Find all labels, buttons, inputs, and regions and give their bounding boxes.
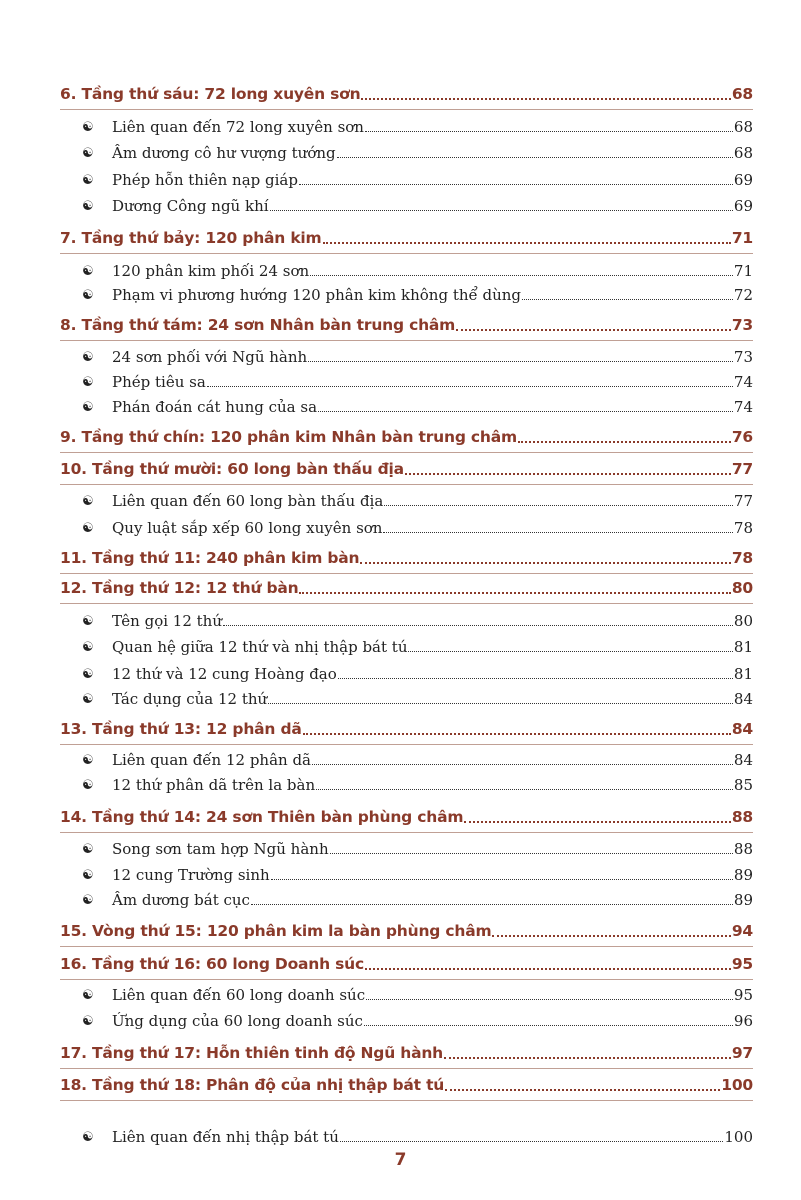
dot-leader [340,1141,723,1142]
section-title: 9. Tầng thứ chín: 120 phân kim Nhân bàn trung châm [60,428,517,446]
dot-leader [223,625,733,626]
dot-leader [384,505,733,506]
section-title: 13. Tầng thứ 13: 12 phân dã [60,720,302,738]
section-page-number: 88 [731,808,753,826]
dot-leader [270,210,733,211]
toc-entry[interactable] [82,665,753,683]
dot-leader [456,329,731,331]
dot-leader [365,968,731,970]
dot-leader [444,1057,731,1059]
section-title: 7. Tầng thứ bảy: 120 phân kim [60,229,322,247]
toc-section[interactable] [60,720,753,738]
section-page-number: 76 [731,428,753,446]
entry-title: Phạm vi phương hướng 120 phân kim không thể dùng [112,286,522,304]
yin-yang-icon: ☯ [82,173,94,188]
yin-yang-icon: ☯ [82,350,94,365]
entry-title: Tên gọi 12 thứ [112,612,222,630]
toc-entry[interactable] [82,262,753,280]
entry-title: 120 phân kim phối 24 sơn [112,262,310,280]
yin-yang-icon: ☯ [82,146,94,161]
section-page-number: 73 [731,316,753,334]
section-title: 8. Tầng thứ tám: 24 sơn Nhân bàn trung châm [60,316,456,334]
entry-page-number: 68 [733,144,753,162]
page-number: 7 [394,1150,407,1170]
dot-leader [251,904,733,905]
yin-yang-icon: ☯ [82,1014,94,1029]
entry-page-number: 69 [733,171,753,189]
toc-entry[interactable] [82,492,753,510]
entry-page-number: 73 [733,348,753,366]
section-page-number: 80 [731,579,753,597]
toc-entry[interactable] [82,638,753,656]
dot-leader [271,879,733,880]
entry-title: 12 thứ phân dã trên la bàn [112,776,316,794]
section-divider [60,1100,753,1101]
section-page-number: 78 [731,549,753,567]
toc-section[interactable] [60,549,753,567]
entry-page-number: 85 [733,776,753,794]
toc-entry[interactable] [82,171,753,189]
toc-entry[interactable] [82,197,753,215]
entry-page-number: 89 [733,866,753,884]
section-page-number: 95 [731,955,753,973]
toc-section[interactable] [60,579,753,597]
entry-title: Dương Công ngũ khí [112,197,269,215]
yin-yang-icon: ☯ [82,988,94,1003]
yin-yang-icon: ☯ [82,120,94,135]
toc-entry[interactable] [82,373,753,391]
yin-yang-icon: ☯ [82,521,94,536]
toc-section[interactable] [60,316,753,334]
dot-leader [318,411,733,412]
dot-leader [518,441,731,443]
toc-entry[interactable] [82,519,753,537]
section-page-number: 100 [721,1076,753,1094]
yin-yang-icon: ☯ [82,778,94,793]
section-divider [60,573,753,574]
section-divider [60,832,753,833]
entry-page-number: 80 [733,612,753,630]
dot-leader [299,184,733,185]
dot-leader [405,473,731,475]
yin-yang-icon: ☯ [82,692,94,707]
dot-leader [445,1089,720,1091]
entry-page-number: 74 [733,373,753,391]
toc-entry[interactable] [82,348,753,366]
entry-title: Quan hệ giữa 12 thứ và nhị thập bát tú [112,638,408,656]
toc-entry[interactable] [82,118,753,136]
toc-entry[interactable] [82,840,753,858]
toc-section[interactable] [60,922,753,940]
yin-yang-icon: ☯ [82,893,94,908]
entry-page-number: 88 [733,840,753,858]
section-divider [60,253,753,254]
section-divider [60,1068,753,1069]
toc-entry[interactable] [82,986,753,1004]
entry-title: Song sơn tam hợp Ngũ hành [112,840,329,858]
entry-page-number: 89 [733,891,753,909]
dot-leader [207,386,733,387]
section-title: 16. Tầng thứ 16: 60 long Doanh súc [60,955,364,973]
yin-yang-icon: ☯ [82,868,94,883]
entry-page-number: 84 [733,751,753,769]
dot-leader [383,532,732,533]
dot-leader [364,1025,733,1026]
dot-leader [316,789,733,790]
entry-title: Phép hỗn thiên nạp giáp [112,171,298,189]
dot-leader [522,299,733,300]
toc-entry[interactable] [82,690,753,708]
yin-yang-icon: ☯ [82,614,94,629]
yin-yang-icon: ☯ [82,375,94,390]
dot-leader [338,678,733,679]
section-title: 14. Tầng thứ 14: 24 sơn Thiên bàn phùng châm [60,808,464,826]
entry-title: Ứng dụng của 60 long doanh súc [112,1012,363,1030]
yin-yang-icon: ☯ [82,264,94,279]
entry-title: Liên quan đến 60 long bàn thấu địa [112,492,384,510]
entry-page-number: 74 [733,398,753,416]
toc-section[interactable] [60,955,753,973]
entry-page-number: 81 [733,638,753,656]
entry-page-number: 81 [733,665,753,683]
entry-page-number: 77 [733,492,753,510]
yin-yang-icon: ☯ [82,667,94,682]
section-title: 10. Tầng thứ mười: 60 long bàn thấu địa [60,460,404,478]
entry-title: Tác dụng của 12 thứ [112,690,268,708]
dot-leader [365,131,733,132]
yin-yang-icon: ☯ [82,288,94,303]
entry-title: 12 thứ và 12 cung Hoàng đạo [112,665,337,683]
section-divider [60,484,753,485]
entry-page-number: 96 [733,1012,753,1030]
dot-leader [310,275,733,276]
yin-yang-icon: ☯ [82,640,94,655]
section-page-number: 94 [731,922,753,940]
section-page-number: 68 [731,85,753,103]
dot-leader [303,733,731,735]
section-divider [60,109,753,110]
entry-title: Liên quan đến 60 long doanh súc [112,986,366,1004]
entry-title: 12 cung Trường sinh [112,866,270,884]
toc-entry[interactable] [82,776,753,794]
section-title: 15. Vòng thứ 15: 120 phân kim la bàn phùng châm [60,922,492,940]
section-page-number: 97 [731,1044,753,1062]
section-divider [60,452,753,453]
yin-yang-icon: ☯ [82,199,94,214]
section-title: 17. Tầng thứ 17: Hỗn thiên tinh độ Ngũ hành [60,1044,443,1062]
entry-title: Âm dương bát cục [112,891,250,909]
section-page-number: 77 [731,460,753,478]
dot-leader [492,935,730,937]
section-page-number: 71 [731,229,753,247]
section-divider [60,603,753,604]
entry-page-number: 71 [733,262,753,280]
entry-title: 24 sơn phối với Ngũ hành [112,348,308,366]
entry-title: Liên quan đến 12 phân dã [112,751,311,769]
dot-leader [337,157,733,158]
section-title: 6. Tầng thứ sáu: 72 long xuyên sơn [60,85,361,103]
toc-section[interactable] [60,229,753,247]
dot-leader [330,853,733,854]
dot-leader [408,651,732,652]
entry-page-number: 95 [733,986,753,1004]
entry-page-number: 100 [724,1128,753,1146]
toc-entry[interactable] [82,891,753,909]
section-divider [60,979,753,980]
toc-entry[interactable] [82,144,753,162]
yin-yang-icon: ☯ [82,400,94,415]
toc-section[interactable] [60,428,753,446]
dot-leader [361,98,730,100]
toc-section[interactable] [60,808,753,826]
toc-entry[interactable] [82,751,753,769]
entry-title: Quy luật sắp xếp 60 long xuyên sơn [112,519,383,537]
section-divider [60,744,753,745]
dot-leader [366,999,733,1000]
entry-title: Phán đoán cát hung của sa [112,398,318,416]
dot-leader [312,764,733,765]
section-page-number: 84 [731,720,753,738]
section-divider [60,946,753,947]
toc-section[interactable] [60,1076,753,1094]
entry-page-number: 84 [733,690,753,708]
yin-yang-icon: ☯ [82,494,94,509]
entry-title: Âm dương cô hư vượng tướng [112,144,336,162]
toc-entry[interactable] [82,1128,753,1146]
entry-page-number: 72 [733,286,753,304]
toc-section[interactable] [60,460,753,478]
yin-yang-icon: ☯ [82,753,94,768]
section-title: 12. Tầng thứ 12: 12 thứ bàn [60,579,299,597]
section-title: 11. Tầng thứ 11: 240 phân kim bàn [60,549,360,567]
entry-title: Liên quan đến nhị thập bát tú [112,1128,339,1146]
toc-entry[interactable] [82,1012,753,1030]
entry-title: Liên quan đến 72 long xuyên sơn [112,118,364,136]
dot-leader [268,703,733,704]
toc-section[interactable] [60,1044,753,1062]
dot-leader [360,562,730,564]
entry-page-number: 78 [733,519,753,537]
yin-yang-icon: ☯ [82,1130,94,1145]
dot-leader [308,361,733,362]
toc-entry[interactable] [82,286,753,304]
section-divider [60,340,753,341]
section-title: 18. Tầng thứ 18: Phân độ của nhị thập bát tú [60,1076,445,1094]
toc-section[interactable] [60,85,753,103]
yin-yang-icon: ☯ [82,842,94,857]
toc-entry[interactable] [82,398,753,416]
toc-entry[interactable] [82,612,753,630]
toc-entry[interactable] [82,866,753,884]
dot-leader [323,242,731,244]
entry-page-number: 68 [733,118,753,136]
dot-leader [299,592,730,594]
entry-title: Phép tiêu sa [112,373,206,391]
dot-leader [464,821,731,823]
entry-page-number: 69 [733,197,753,215]
